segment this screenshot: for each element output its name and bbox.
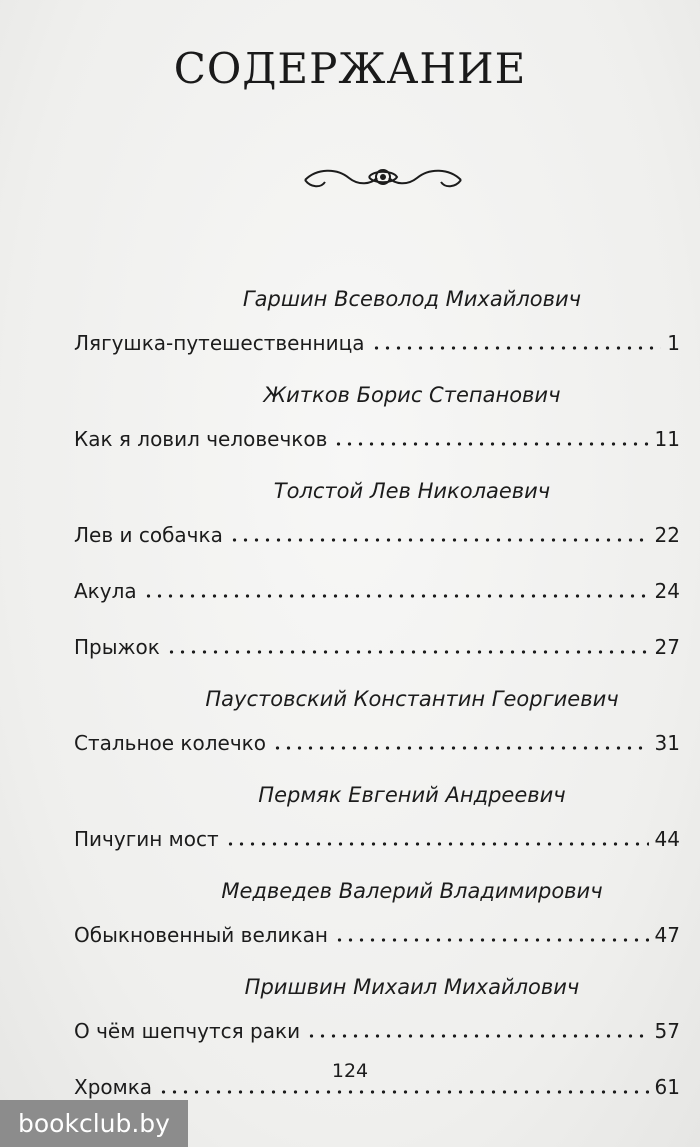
entry-page-number: 27 xyxy=(654,635,680,659)
entry-title: Акула xyxy=(74,579,137,603)
dot-leader xyxy=(158,1090,648,1094)
toc-entry xyxy=(74,824,680,854)
entry-page-number: 44 xyxy=(654,827,680,851)
toc-entry xyxy=(74,728,680,758)
dot-leader xyxy=(143,594,649,598)
toc-entry xyxy=(74,520,680,550)
entry-page-number: 1 xyxy=(667,331,680,355)
entry-page-number: 47 xyxy=(654,923,680,947)
author-heading: Медведев Валерий Владимирович xyxy=(221,879,603,903)
author-heading: Паустовский Константин Георгиевич xyxy=(205,687,619,711)
toc-entry xyxy=(74,576,680,606)
flourish-divider-icon xyxy=(297,160,469,194)
dot-leader xyxy=(334,938,649,942)
entry-page-number: 31 xyxy=(654,731,680,755)
entry-title: О чём шепчутся раки xyxy=(74,1019,301,1043)
toc-entry xyxy=(74,424,680,454)
entry-page-number: 22 xyxy=(654,523,680,547)
entry-title: Лягушка-путешественница xyxy=(74,331,365,355)
entry-page-number: 24 xyxy=(654,579,680,603)
author-heading: Пермяк Евгений Андреевич xyxy=(258,783,566,807)
dot-leader xyxy=(229,538,649,542)
dot-leader xyxy=(306,1034,648,1038)
page-title: СОДЕРЖАНИЕ xyxy=(173,44,527,93)
author-heading: Гаршин Всеволод Михайлович xyxy=(242,287,582,311)
author-heading: Житков Борис Степанович xyxy=(263,383,561,407)
author-heading: Толстой Лев Николаевич xyxy=(273,479,551,503)
entry-page-number: 61 xyxy=(654,1075,680,1099)
dot-leader xyxy=(166,650,649,654)
author-heading: Пришвин Михаил Михайлович xyxy=(244,975,580,999)
entry-title: Как я ловил человечков xyxy=(74,427,328,451)
entry-title: Прыжок xyxy=(74,635,160,659)
dot-leader xyxy=(333,442,648,446)
entry-title: Хромка xyxy=(74,1075,153,1099)
toc-entry xyxy=(74,920,680,950)
page-number: 124 xyxy=(331,1060,369,1082)
dot-leader xyxy=(371,346,662,350)
entry-page-number: 11 xyxy=(654,427,680,451)
entry-title: Стальное колечко xyxy=(74,731,266,755)
entry-title: Пичугин мост xyxy=(74,827,219,851)
dot-leader xyxy=(272,746,649,750)
watermark: bookclub.by xyxy=(0,1100,188,1147)
entry-page-number: 57 xyxy=(654,1019,680,1043)
entry-title: Обыкновенный великан xyxy=(74,923,328,947)
table-of-contents xyxy=(74,284,680,1128)
dot-leader xyxy=(225,842,649,846)
toc-entry xyxy=(74,632,680,662)
toc-entry xyxy=(74,1016,680,1046)
toc-entry xyxy=(74,328,680,358)
entry-title: Лев и собачка xyxy=(74,523,223,547)
